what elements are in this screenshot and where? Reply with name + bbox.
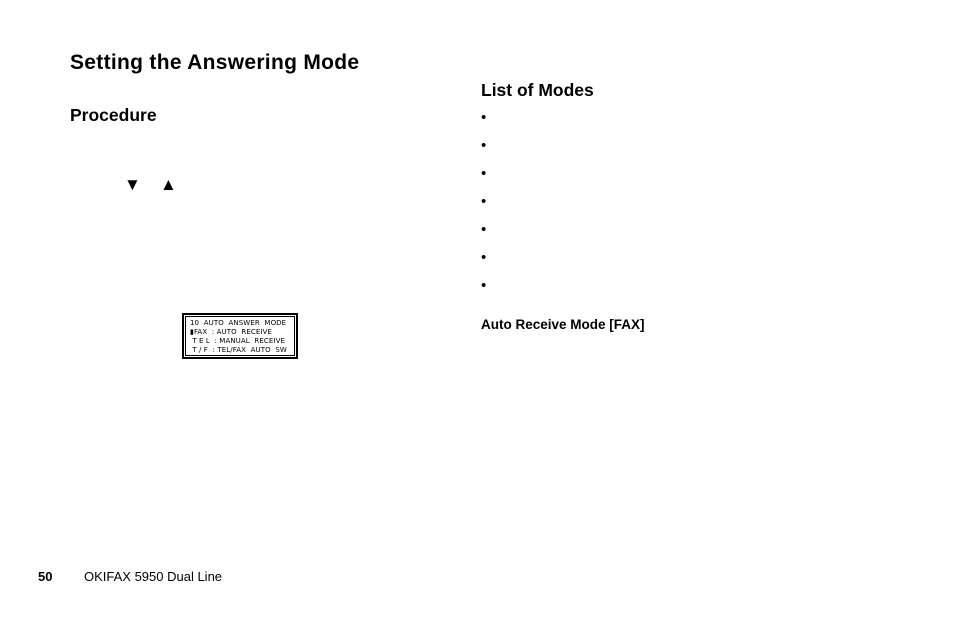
list-item: • <box>481 193 487 210</box>
down-arrow-icon: ▼ <box>124 175 141 194</box>
list-item: • <box>481 165 487 182</box>
list-item: • <box>481 221 487 238</box>
list-item: • <box>481 109 487 126</box>
lcd-line: ▮FAX : AUTO RECEIVE <box>190 328 272 336</box>
list-of-modes-heading: List of Modes <box>481 80 594 100</box>
auto-receive-mode-heading: Auto Receive Mode [FAX] <box>481 317 645 332</box>
lcd-line: T E L : MANUAL RECEIVE <box>190 337 286 345</box>
lcd-line: 10 AUTO ANSWER MODE <box>190 319 287 327</box>
lcd-display <box>182 313 298 359</box>
lcd-line: T / F : TEL/FAX AUTO SW <box>190 346 287 354</box>
list-item: • <box>481 249 487 266</box>
up-arrow-icon: ▲ <box>160 175 177 194</box>
procedure-heading: Procedure <box>70 105 157 125</box>
footer-title: OKIFAX 5950 Dual Line <box>84 569 223 584</box>
modes-list <box>481 109 486 305</box>
page-number: 50 <box>38 569 53 584</box>
list-item: • <box>481 277 487 294</box>
list-item: • <box>481 137 487 154</box>
page-title: Setting the Answering Mode <box>70 51 360 74</box>
